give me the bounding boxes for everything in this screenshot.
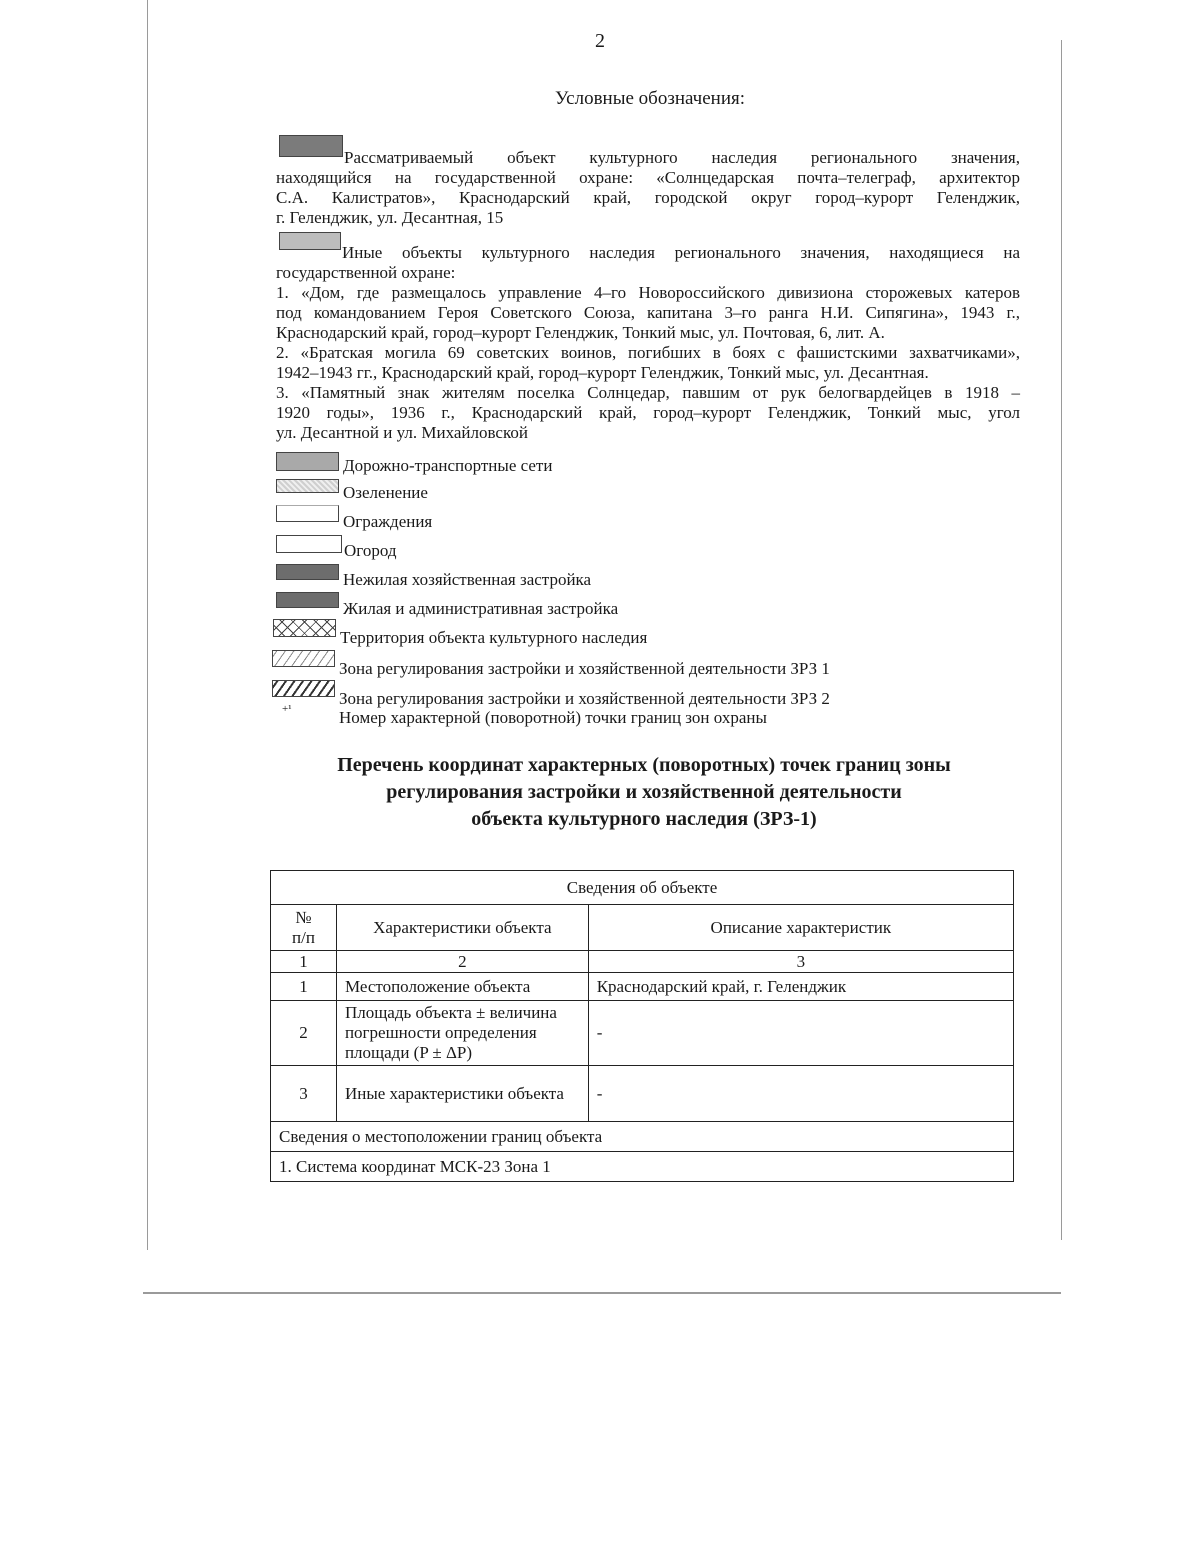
scan-edge-bottom	[143, 1292, 1061, 1294]
main-object-line: г. Геленджик, ул. Десантная, 15	[276, 208, 504, 227]
index-cell: 1	[271, 951, 337, 973]
item3-line: ул. Десантной и ул. Михайловской	[276, 423, 528, 442]
swatch-fences	[276, 505, 339, 522]
col-num-header: № п/п	[271, 905, 337, 951]
location-header: Сведения о местоположении границ объекта	[271, 1122, 1014, 1152]
legend-other-objects	[276, 243, 1020, 443]
legend-label-garden: Огород	[344, 541, 397, 560]
row-char: Иные характеристики объекта	[336, 1066, 588, 1122]
row-num: 3	[271, 1066, 337, 1122]
item3-line: 1920 годы», 1936 г., Краснодарский край, город–курорт Геленджик, Тонкий мыс, угол	[276, 403, 1020, 422]
table-coord-row	[271, 1152, 1014, 1182]
other-objects-line: государственной охране:	[276, 263, 456, 282]
section-title	[270, 752, 1018, 833]
swatch-greenery	[276, 479, 339, 493]
legend-label-road-network: Дорожно-транспортные сети	[343, 456, 553, 475]
page-number: 2	[595, 30, 605, 52]
point-marker-icon: +¹	[282, 703, 292, 715]
swatch-nonresidential	[276, 564, 339, 580]
row-char: Местоположение объекта	[336, 973, 588, 1001]
object-info-table	[270, 870, 1014, 1182]
legend-label-greenery: Озеленение	[343, 483, 428, 502]
coord-system: 1. Система координат МСК-23 Зона 1	[271, 1152, 1014, 1182]
legend-label-zrz1: Зона регулирования застройки и хозяйственной деятельности ЗРЗ 1	[339, 659, 830, 678]
table-row	[271, 1066, 1014, 1122]
index-cell: 2	[336, 951, 588, 973]
legend-label-point-number: Номер характерной (поворотной) точки границ зон охраны	[339, 708, 767, 727]
table-row	[271, 973, 1014, 1001]
legend-label-zrz2: Зона регулирования застройки и хозяйственной деятельности ЗРЗ 2	[339, 689, 830, 708]
col-char-header: Характеристики объекта	[336, 905, 588, 951]
row-desc: -	[588, 1001, 1013, 1066]
row-desc: Краснодарский край, г. Геленджик	[588, 973, 1013, 1001]
table-header: Сведения об объекте	[271, 871, 1014, 905]
section-title-line: регулирования застройки и хозяйственной деятельности	[386, 781, 902, 803]
swatch-road-network	[276, 452, 339, 471]
section-title-line: объекта культурного наследия (ЗРЗ-1)	[471, 808, 817, 830]
row-desc: -	[588, 1066, 1013, 1122]
main-object-line: Рассматриваемый объект культурного наследия регионального значения,	[344, 148, 1020, 167]
row-num: 1	[271, 973, 337, 1001]
legend-title: Условные обозначения:	[554, 88, 746, 109]
legend-label-heritage-territory: Территория объекта культурного наследия	[340, 628, 648, 647]
section-title-line: Перечень координат характерных (поворотных) точек границ зоны	[337, 754, 951, 776]
table-row	[271, 1001, 1014, 1066]
item2-line: 2. «Братская могила 69 советских воинов, погибших в боях с фашистскими захватчиками»,	[276, 343, 1020, 362]
scan-edge-right	[1061, 40, 1062, 1240]
table-columns-row	[271, 905, 1014, 951]
swatch-zrz2	[272, 680, 335, 697]
row-char: Площадь объекта ± величина погрешности определения площади (P ± ΔP)	[336, 1001, 588, 1066]
legend-label-fences: Ограждения	[343, 512, 433, 531]
swatch-residential	[276, 592, 339, 608]
legend-label-residential: Жилая и административная застройка	[343, 599, 619, 618]
item1-line: Краснодарский край, город–курорт Геленджик, Тонкий мыс, ул. Почтовая, 6, лит. А.	[276, 323, 885, 342]
index-cell: 3	[588, 951, 1013, 973]
legend-main-object	[276, 148, 1020, 228]
item3-line: 3. «Памятный знак жителям поселка Солнцедар, павшим от рук белогвардейцев в 1918 –	[276, 383, 1020, 402]
swatch-garden	[276, 535, 342, 553]
swatch-zrz1	[272, 650, 335, 667]
item1-line: 1. «Дом, где размещалось управление 4–го Новороссийского дивизиона сторожевых катеров	[276, 283, 1020, 302]
table-header-row	[271, 871, 1014, 905]
item2-line: 1942–1943 гг., Краснодарский край, город–курорт Геленджик, Тонкий мыс, ул. Десантная.	[276, 363, 929, 382]
other-objects-line: Иные объекты культурного наследия регионального значения, находящиеся на	[342, 243, 1020, 262]
table-location-row	[271, 1122, 1014, 1152]
table-index-row	[271, 951, 1014, 973]
scan-edge-left	[147, 0, 148, 1250]
main-object-line: находящийся на государственной охране: «Солнцедарская почта–телеграф, архитектор	[276, 168, 1020, 187]
row-num: 2	[271, 1001, 337, 1066]
col-desc-header: Описание характеристик	[588, 905, 1013, 951]
item1-line: под командованием Героя Советского Союза, капитана 3–го ранга Н.И. Сипягина», 1943 г.,	[276, 303, 1020, 322]
legend-label-nonresidential: Нежилая хозяйственная застройка	[343, 570, 592, 589]
main-object-line: С.А. Калистратов», Краснодарский край, городской округ город–курорт Геленджик,	[276, 188, 1020, 207]
swatch-heritage-territory	[273, 619, 336, 637]
